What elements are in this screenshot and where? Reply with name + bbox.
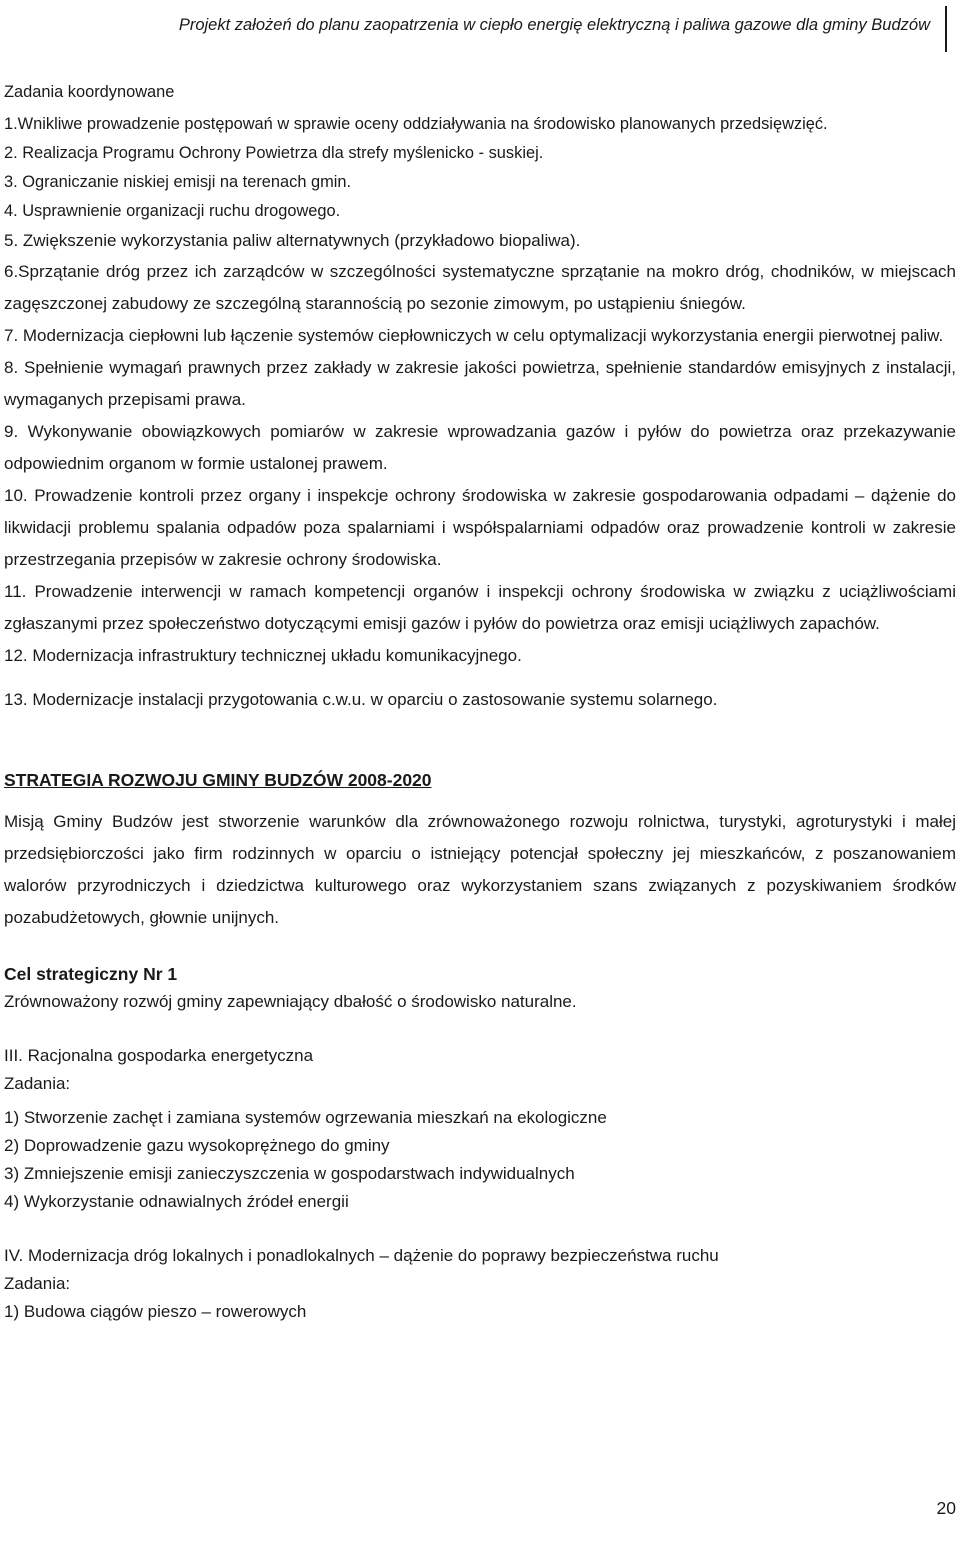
coordinated-item-12: 12. Modernizacja infrastruktury technicznej układu komunikacyjnego. bbox=[4, 646, 522, 665]
document-title: Projekt założeń do planu zaopatrzenia w ciepło energię elektryczną i paliwa gazowe dla gminy Budzów bbox=[178, 16, 930, 34]
strategic-goal-description: Zrównoważony rozwój gminy zapewniający dbałość o środowisko naturalne. bbox=[4, 992, 577, 1011]
section-iii bbox=[4, 1042, 956, 1216]
strategy-title: STRATEGIA ROZWOJU GMINY BUDZÓW 2008-2020 bbox=[4, 770, 432, 790]
coordinated-item-7: 7. Modernizacja ciepłowni lub łączenie systemów ciepłowniczych w celu optymalizacji wykorzystania energii pierwotnej paliw. bbox=[4, 326, 944, 345]
section-iii-item-4: 4) Wykorzystanie odnawialnych źródeł energii bbox=[4, 1192, 349, 1211]
strategy-mission: Misją Gminy Budzów jest stworzenie warunków dla zrównoważonego rozwoju rolnictwa, turystyki, agroturystyki i małej przedsiębiorczości jako firm rodzinnych w oparciu o istniejący potencjał społeczny jej mieszkańców, z poszanowaniem walorów przyrodniczych i dziedzictwa kulturowego oraz wykorzystaniem szans związanych z pozyskiwaniem środków pozabudżetowych, głownie unijnych. bbox=[4, 812, 956, 927]
strategy-section bbox=[4, 768, 956, 934]
coordinated-item-6: 6.Sprzątanie dróg przez ich zarządców w szczególności systematyczne sprzątanie na mokro dróg, chodników, w miejscach zagęszczonej zabudowy ze szczególną starannością po sezonie zimowym, po ustąpieniu śniegów. bbox=[4, 262, 956, 313]
section-iv-tasks-label: Zadania: bbox=[4, 1274, 71, 1293]
section-iii-title: III. Racjonalna gospodarka energetyczna bbox=[4, 1046, 314, 1065]
coordinated-item-2: 2. Realizacja Programu Ochrony Powietrza dla strefy myślenicko - suskiej. bbox=[4, 144, 544, 162]
strategic-goal-section bbox=[4, 960, 956, 1016]
coordinated-tasks-heading: Zadania koordynowane bbox=[4, 83, 175, 101]
coordinated-item-1: 1.Wnikliwe prowadzenie postępowań w sprawie oceny oddziaływania na środowisko planowanych przedsięwzięć. bbox=[4, 115, 828, 133]
page-content bbox=[4, 80, 956, 1326]
section-iv-title: IV. Modernizacja dróg lokalnych i ponadlokalnych – dążenie do poprawy bezpieczeństwa ruchu bbox=[4, 1246, 719, 1265]
coordinated-item-4: 4. Usprawnienie organizacji ruchu drogowego. bbox=[4, 202, 341, 220]
coordinated-item-3: 3. Ograniczanie niskiej emisji na terenach gmin. bbox=[4, 173, 352, 191]
coordinated-tasks-section bbox=[4, 80, 956, 716]
strategic-goal-title: Cel strategiczny Nr 1 bbox=[4, 964, 178, 984]
section-iii-item-2: 2) Doprowadzenie gazu wysokoprężnego do gminy bbox=[4, 1136, 390, 1155]
coordinated-item-10: 10. Prowadzenie kontroli przez organy i inspekcje ochrony środowiska w zakresie gospodarowania odpadami – dążenie do likwidacji problemu spalania odpadów poza spalarniami i współspalarniami odpadów oraz prowadzenie kontroli w zakresie przestrzegania przepisów w zakresie ochrony środowiska. bbox=[4, 486, 956, 569]
section-iii-tasks-label: Zadania: bbox=[4, 1074, 71, 1093]
coordinated-item-5: 5. Zwiększenie wykorzystania paliw alternatywnych (przykładowo biopaliwa). bbox=[4, 231, 581, 250]
page-header bbox=[0, 0, 960, 56]
section-iii-item-1: 1) Stworzenie zachęt i zamiana systemów ogrzewania mieszkań na ekologiczne bbox=[4, 1108, 607, 1127]
section-iii-item-3: 3) Zmniejszenie emisji zanieczyszczenia w gospodarstwach indywidualnych bbox=[4, 1164, 575, 1183]
header-rule bbox=[945, 6, 947, 52]
page-number: 20 bbox=[936, 1498, 956, 1518]
section-iv-item-1: 1) Budowa ciągów pieszo – rowerowych bbox=[4, 1302, 307, 1321]
section-iv bbox=[4, 1242, 956, 1326]
coordinated-item-9: 9. Wykonywanie obowiązkowych pomiarów w zakresie wprowadzania gazów i pyłów do powietrza oraz przekazywanie odpowiednim organom w formie ustalonej prawem. bbox=[4, 422, 956, 473]
coordinated-item-8: 8. Spełnienie wymagań prawnych przez zakłady w zakresie jakości powietrza, spełnienie standardów emisyjnych z instalacji, wymaganych przepisami prawa. bbox=[4, 358, 956, 409]
coordinated-item-13: 13. Modernizacje instalacji przygotowania c.w.u. w oparciu o zastosowanie systemu solarnego. bbox=[4, 690, 718, 709]
coordinated-item-11: 11. Prowadzenie interwencji w ramach kompetencji organów i inspekcji ochrony środowiska w związku z uciążliwościami zgłaszanymi przez społeczeństwo dotyczącymi emisji gazów i pyłów do powietrza oraz emisji uciążliwych zapachów. bbox=[4, 582, 956, 633]
